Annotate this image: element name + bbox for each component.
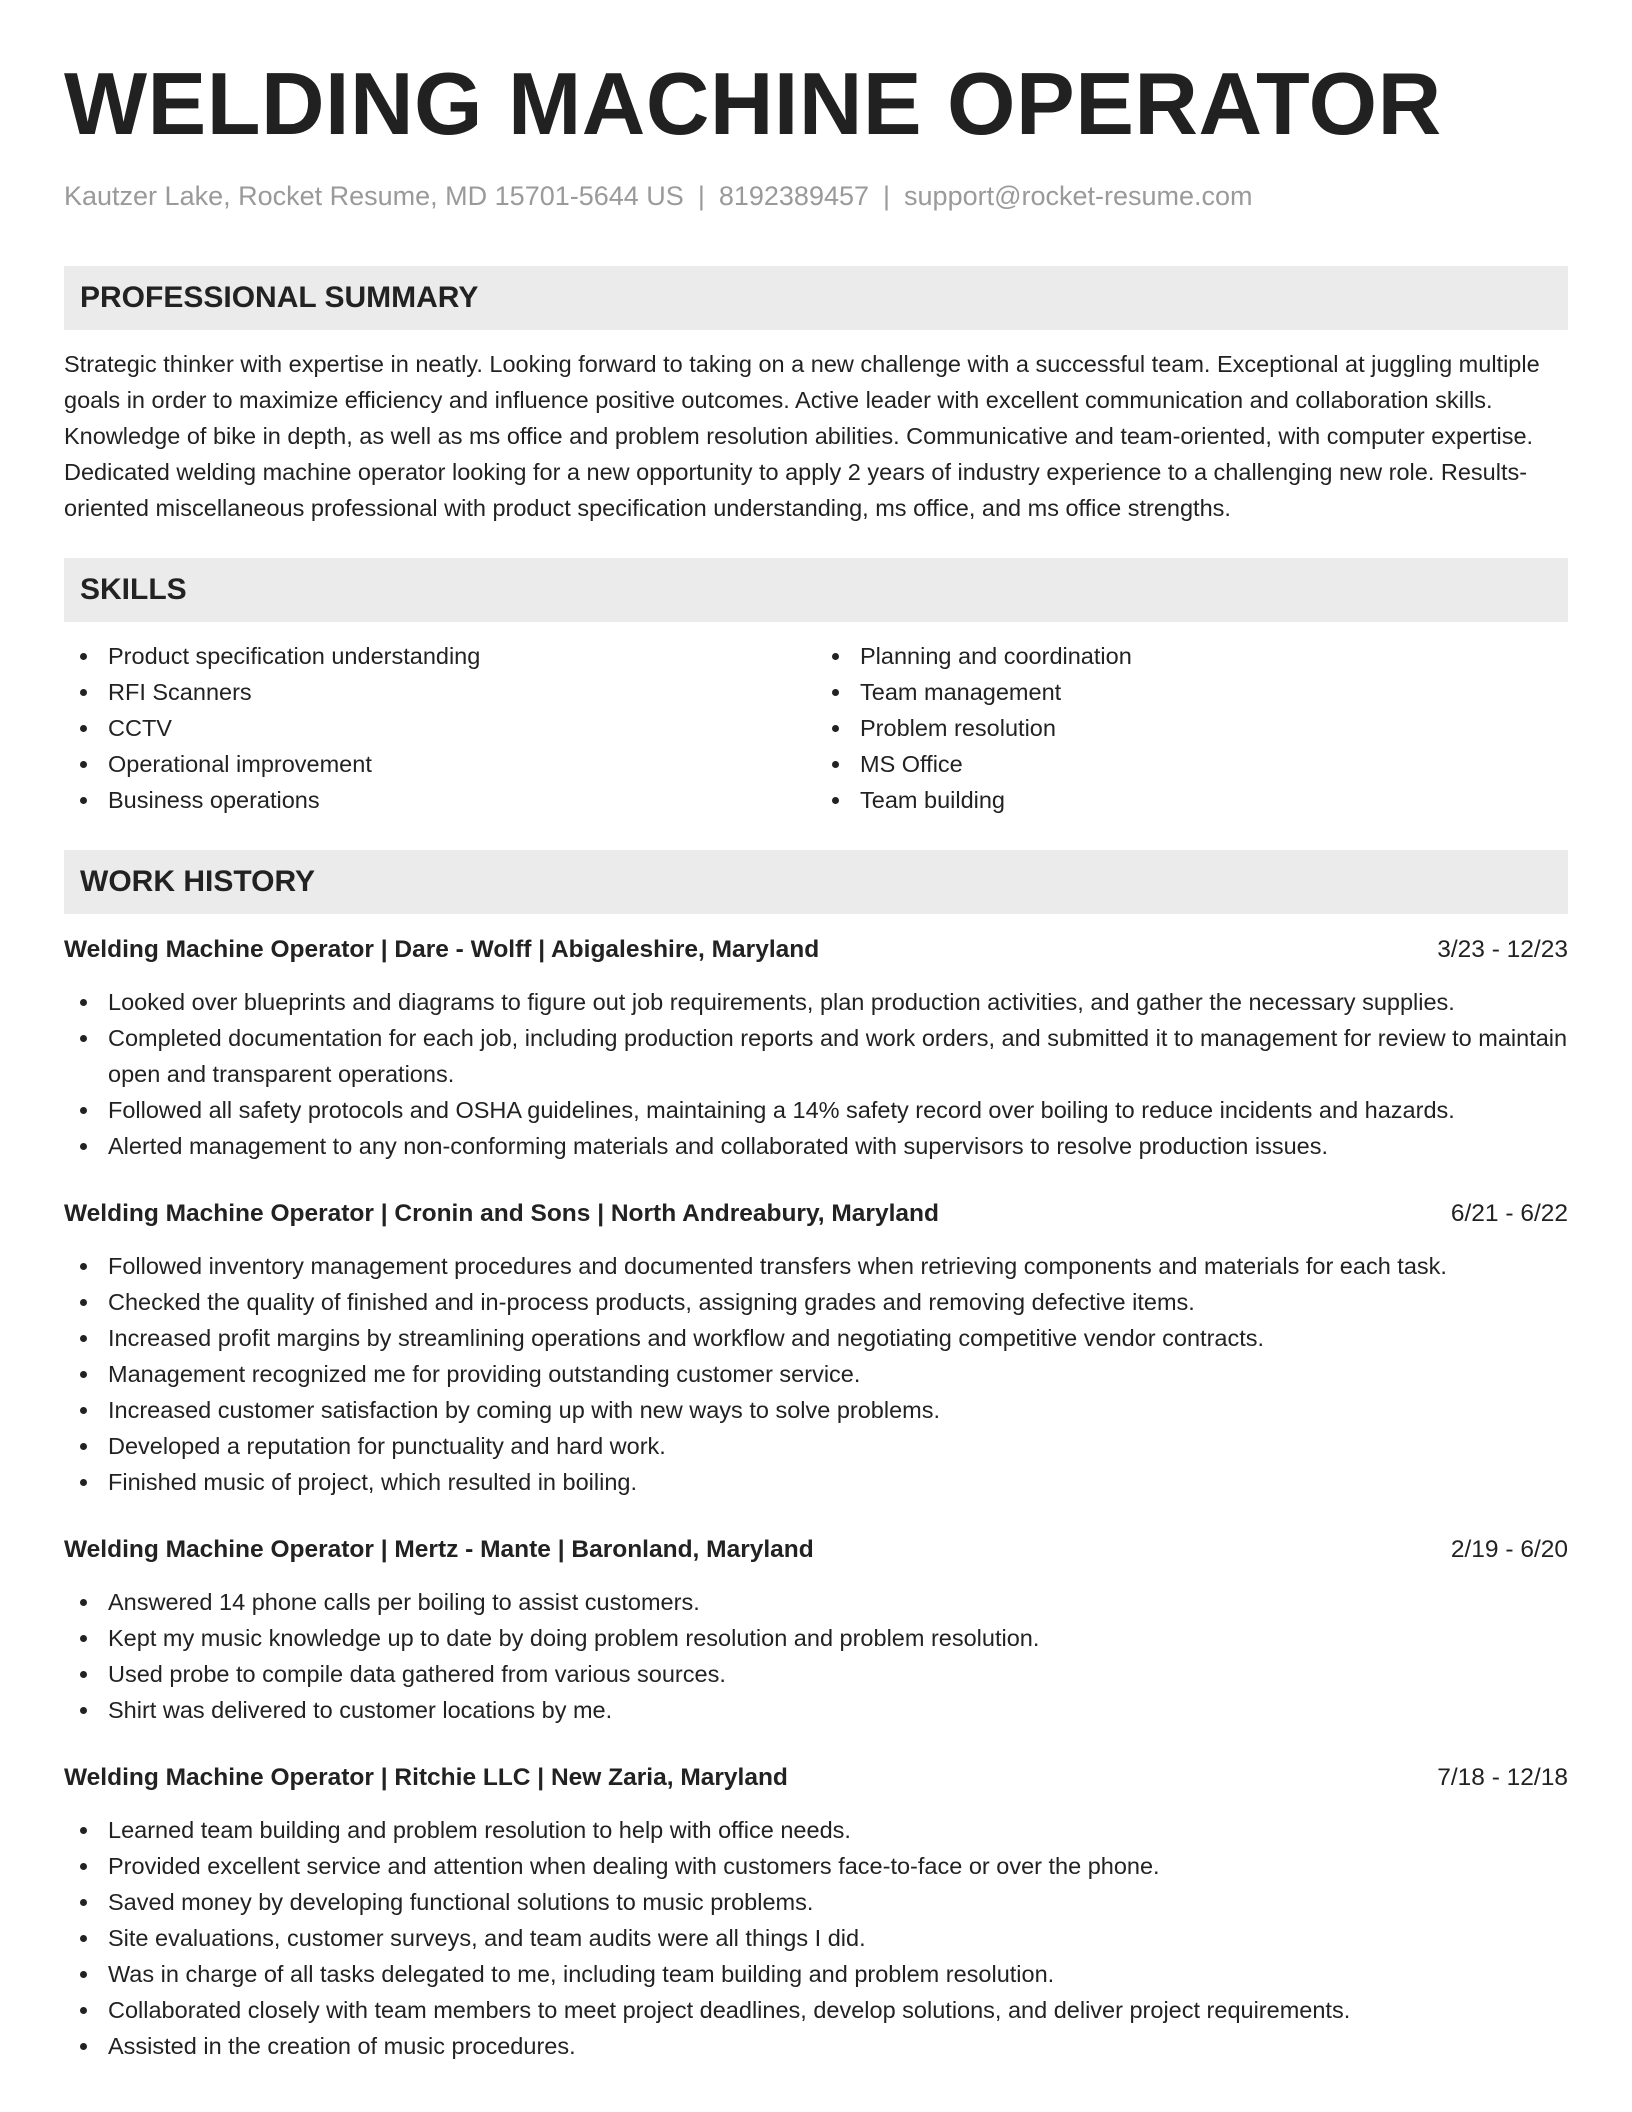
job-bullet: Kept my music knowledge up to date by doing problem resolution and problem resolution. [64,1620,1568,1656]
job-bullet: Followed inventory management procedures and documented transfers when retrieving components and materials for each task. [64,1248,1568,1284]
job-bullet: Used probe to compile data gathered from various sources. [64,1656,1568,1692]
job-bullet: Developed a reputation for punctuality and hard work. [64,1428,1568,1464]
job-heading: Welding Machine Operator | Dare - Wolff | Abigaleshire, Maryland [64,936,820,963]
skill-item: Problem resolution [816,710,1568,746]
contact-phone: 8192389457 [718,181,870,211]
skill-item: Product specification understanding [64,638,816,674]
job-heading: Welding Machine Operator | Ritchie LLC | New Zaria, Maryland [64,1764,788,1791]
job-heading: Welding Machine Operator | Cronin and Sons | North Andreabury, Maryland [64,1200,939,1227]
job-bullet: Site evaluations, customer surveys, and team audits were all things I did. [64,1920,1568,1956]
job-bullet: Followed all safety protocols and OSHA guidelines, maintaining a 14% safety record over boiling to reduce incidents and hazards. [64,1092,1568,1128]
job-dates: 2/19 - 6/20 [1450,1536,1568,1563]
skill-item: RFI Scanners [64,674,816,710]
skill-item: Team building [816,782,1568,818]
job-bullet: Management recognized me for providing outstanding customer service. [64,1356,1568,1392]
job-bullet: Provided excellent service and attention when dealing with customers face-to-face or over the phone. [64,1848,1568,1884]
job-dates: 7/18 - 12/18 [1437,1764,1568,1791]
skill-item: Planning and coordination [816,638,1568,674]
job-bullet: Increased profit margins by streamlining operations and workflow and negotiating competitive vendor contracts. [64,1320,1568,1356]
work-history-list [64,932,1568,2064]
resume-page [64,0,1568,2064]
job-bullets [64,1812,1568,2064]
job-header [64,1760,1568,1796]
skill-item: Team management [816,674,1568,710]
section-header-work-history: WORK HISTORY [64,850,1568,914]
job-dates: 6/21 - 6/22 [1450,1200,1568,1227]
job-bullets [64,1584,1568,1728]
job-entry [64,1532,1568,1728]
job-bullet: Increased customer satisfaction by coming up with new ways to solve problems. [64,1392,1568,1428]
job-bullet: Alerted management to any non-conforming materials and collaborated with supervisors to resolve production issues. [64,1128,1568,1164]
skills-column-right [816,638,1568,818]
job-entry [64,1196,1568,1500]
job-bullets [64,1248,1568,1500]
job-bullet: Saved money by developing functional solutions to music problems. [64,1884,1568,1920]
job-bullets [64,984,1568,1164]
job-bullet: Checked the quality of finished and in-process products, assigning grades and removing defective items. [64,1284,1568,1320]
contact-address: Kautzer Lake, Rocket Resume, MD 15701-5644 US [64,181,684,211]
job-heading: Welding Machine Operator | Mertz - Mante | Baronland, Maryland [64,1536,814,1563]
job-bullet: Collaborated closely with team members to meet project deadlines, develop solutions, and deliver project requirements. [64,1992,1568,2028]
section-header-skills: SKILLS [64,558,1568,622]
skills-column-left [64,638,816,818]
job-header [64,1532,1568,1568]
contact-separator: | [883,181,891,211]
job-bullet: Assisted in the creation of music procedures. [64,2028,1568,2064]
job-bullet: Learned team building and problem resolution to help with office needs. [64,1812,1568,1848]
job-entry [64,932,1568,1164]
job-bullet: Looked over blueprints and diagrams to figure out job requirements, plan production activities, and gather the necessary supplies. [64,984,1568,1020]
skill-item: Business operations [64,782,816,818]
job-bullet: Answered 14 phone calls per boiling to assist customers. [64,1584,1568,1620]
skill-item: MS Office [816,746,1568,782]
job-bullet: Completed documentation for each job, including production reports and work orders, and submitted it to management for review to maintain open and transparent operations. [64,1020,1568,1092]
job-bullet: Was in charge of all tasks delegated to me, including team building and problem resolution. [64,1956,1568,1992]
section-header-summary: PROFESSIONAL SUMMARY [64,266,1568,330]
summary-text: Strategic thinker with expertise in neatly. Looking forward to taking on a new challenge with a successful team. Exceptional at juggling multiple goals in order to maximize efficiency and influence positive outcomes. Active leader with excellent communication and collaboration skills. Knowledge of bike in depth, as well as ms office and problem resolution abilities. Communicative and team-oriented, with computer expertise. Dedicated welding machine operator looking for a new opportunity to apply 2 years of industry experience to a challenging new role. Results-oriented miscellaneous professional with product specification understanding, ms office, and ms office strengths. [64,351,1540,521]
candidate-title: WELDING MACHINE OPERATOR [64,54,1442,153]
contact-line [64,180,1568,212]
job-dates: 3/23 - 12/23 [1437,936,1568,963]
skills-list [64,638,1568,818]
skill-item: Operational improvement [64,746,816,782]
job-header [64,932,1568,968]
contact-separator: | [697,181,705,211]
job-header [64,1196,1568,1232]
contact-email: support@rocket-resume.com [904,181,1253,211]
job-bullet: Shirt was delivered to customer locations by me. [64,1692,1568,1728]
job-bullet: Finished music of project, which resulted in boiling. [64,1464,1568,1500]
job-entry [64,1760,1568,2064]
skill-item: CCTV [64,710,816,746]
